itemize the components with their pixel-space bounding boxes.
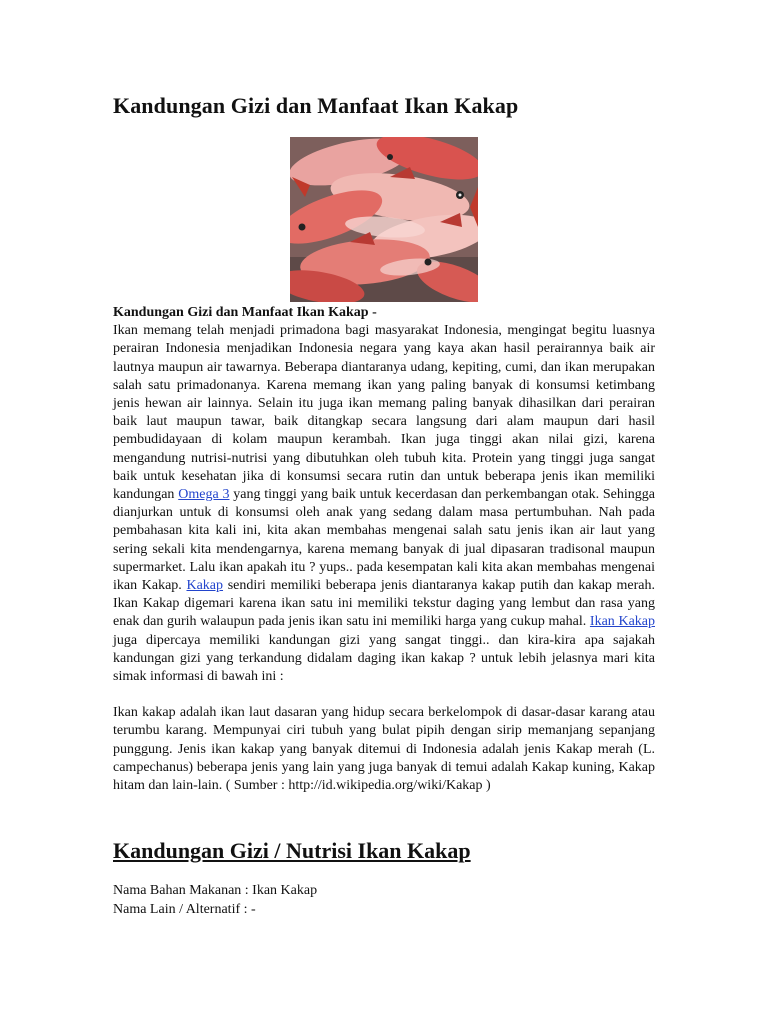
red-snapper-fish-photo-icon (290, 137, 478, 302)
page-title: Kandungan Gizi dan Manfaat Ikan Kakap (113, 93, 519, 118)
article-text-d: juga dipercaya memiliki kandungan gizi yang sangat tinggi.. dan kira-kira apa sajakah kandungan gizi yang terkandung didalam daging ikan kakap ? untuk lebih jelasnya mari kita simak informasi di bawah ini : (113, 632, 655, 685)
article-paragraph-2: Ikan kakap adalah ikan laut dasaran yang hidup secara berkelompok di dasar-dasar karang atau terumbu karang. Mempunyai ciri tubuh yang bulat pipih dengan sirip memanjang sepanjang punggung. Jenis ikan kakap yang banyak ditemui di Indonesia adalah jenis Kakap merah (L. campechanus) beberapa jenis yang lain yang juga banyak di temui adalah Kakap kuning, Kakap hitam dan lain-lain. ( Sumber : http://id.wikipedia.org/wiki/Kakap ) (113, 705, 655, 794)
fish-photo (290, 137, 478, 302)
info-line-food-name: Nama Bahan Makanan : Ikan Kakap (113, 883, 318, 898)
info-line-alt-name: Nama Lain / Alternatif : - (113, 901, 256, 917)
article-text-c: sendiri memiliki beberapa jenis diantaranya kakap putih dan kakap merah. Ikan Kakap digemari karena ikan satu ini memiliki tekstur daging yang lembut dan rasa yang enak dan gurih walaupun pada jenis ikan satu ini memiliki harga yang cukup mahal. (113, 578, 655, 630)
ikan-kakap-link[interactable]: Ikan Kakap (589, 614, 655, 630)
article-lead: Kandungan Gizi dan Manfaat Ikan Kakap - (113, 305, 377, 320)
omega-3-link[interactable]: Omega 3 (178, 487, 230, 503)
nutrition-info (113, 882, 317, 919)
article-text-b: yang tinggi yang baik untuk kecerdasan dan perkembangan otak. Sehingga dianjurkan untuk di konsumsi oleh anak yang sedang dalam masa pertumbuhan. Nah pada pembahasan kita kali ini, kita akan membahas mengenai salah satu jenis ikan air laut yang sering sekali kita mendengarnya, karena memang banyak di jual dipasaran tradisonal maupun supermarket. Lalu ikan apakah itu ? yups.. pada kesempatan kali kita akan membahas mengenai ikan Kakap. (113, 487, 655, 594)
section-heading: Kandungan Gizi / Nutrisi Ikan Kakap (113, 838, 471, 863)
article-text-a: Ikan memang telah menjadi primadona bagi masyarakat Indonesia, mengingat begitu luasnya perairan Indonesia menjadikan Indonesia negara yang kaya akan hasil perairannya baik air lautnya maupun air tawarnya. Beberapa diantaranya udang, kepiting, cumi, dan ikan merupakan salah satu primadonanya. Karena memang ikan yang paling banyak di konsumsi ketimbang jenis hewan air lainnya. Selain itu juga ikan memang paling banyak dihasilkan dari perairan baik laut maupun tawar, baik ditangkap secara langsung dari alam maupun dari hasil pembudidayaan di kolam maupun kerambah. Ikan juga tinggi akan nilai gizi, karena mengandung nutrisi-nutrisi yang dibutuhkan oleh tubuh kita. Protein yang tinggi juga sangat baik untuk kesehatan jika di konsumsi secara rutin dan untuk beberapa jenis ikan memiliki kandungan (113, 323, 655, 503)
article-paragraph-1 (113, 304, 655, 686)
article-body (113, 304, 655, 795)
kakap-link[interactable]: Kakap (186, 578, 224, 594)
